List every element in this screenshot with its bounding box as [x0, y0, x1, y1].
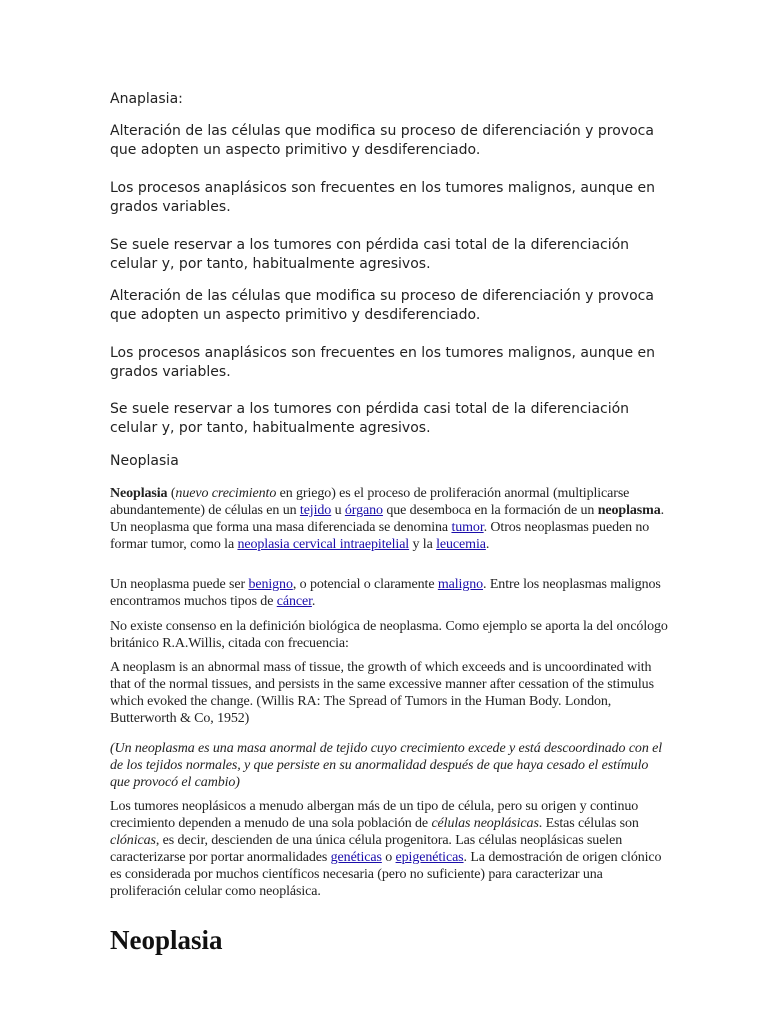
neoplasia-heading: Neoplasia	[110, 453, 179, 469]
text-run: . Otros neoplasmas pueden no formar tumor, como la	[110, 520, 650, 552]
text-run: . Entre los neoplasmas malignos encontramos muchos tipos de	[110, 577, 661, 609]
anaplasia-paragraph-1: Alteración de las células que modifica su proceso de diferenciación y provoca que adopten un aspecto primitivo y desdiferenciado.	[110, 123, 654, 158]
link-cancer[interactable]: cáncer	[276, 594, 312, 609]
neoplasia-big-title: Neoplasia	[110, 925, 223, 955]
link-maligno[interactable]: maligno	[437, 577, 484, 592]
link-epigeneticas[interactable]: epigenéticas	[395, 850, 464, 865]
text-run: Un neoplasma puede ser	[110, 577, 249, 592]
link-organo[interactable]: órgano	[344, 503, 383, 518]
text-run: . Estas células son	[538, 816, 639, 831]
text-run: , o potencial o claramente	[292, 577, 438, 592]
text-run: en griego) es el proceso de proliferación anormal (multiplicarse abundantemente) de células en un	[110, 486, 630, 518]
text-run: , es decir, descienden de una única célula progenitora. Las células neoplásicas suelen caracterizarse por portar anormalidades	[110, 833, 623, 865]
willis-quote-english: A neoplasm is an abnormal mass of tissue, the growth of which exceeds and is uncoordinated with that of the normal tissues, and persists in the same excessive manner after cessation of the stimulus which evoked the change. (Willis RA: The Spread of Tumors in the Human Body. London, Butterworth & Co, 1952)	[110, 660, 654, 726]
text-run: u	[331, 503, 345, 518]
text-run: . Un neoplasma que forma una masa diferenciada se denomina	[110, 503, 665, 535]
link-geneticas[interactable]: genéticas	[330, 850, 382, 865]
term-neoplasia: Neoplasia	[110, 486, 168, 501]
text-run: .	[311, 594, 316, 609]
link-leucemia[interactable]: leucemia	[436, 537, 486, 552]
anaplasia-paragraph-5: Los procesos anaplásicos son frecuentes en los tumores malignos, aunque en grados variables.	[110, 345, 655, 380]
anaplasia-paragraph-4: Alteración de las células que modifica su proceso de diferenciación y provoca que adopten un aspecto primitivo y desdiferenciado.	[110, 288, 654, 323]
text-run: .	[485, 537, 490, 552]
anaplasia-paragraph-3: Se suele reservar a los tumores con pérdida casi total de la diferenciación celular y, por tanto, habitualmente agresivos.	[110, 237, 630, 272]
text-run: Los tumores neoplásicos a menudo albergan más de un tipo de célula, pero su origen y continuo crecimiento dependen a menudo de una sola población de	[110, 799, 639, 831]
anaplasia-heading: Anaplasia:	[110, 91, 183, 107]
text-run: o	[381, 850, 396, 865]
link-benigno[interactable]: benigno	[248, 577, 293, 592]
anaplasia-paragraph-2: Los procesos anaplásicos son frecuentes en los tumores malignos, aunque en grados variables.	[110, 180, 655, 215]
willis-quote-spanish: (Un neoplasma es una masa anormal de tejido cuyo crecimiento excede y está descoordinado con el de los tejidos normales, y que persiste en su anormalidad después de que haya cesado el estímulo que provocó el cambio)	[110, 741, 663, 790]
neoplasia-definition	[110, 485, 670, 553]
term-celulas-neoplasicas: células neoplásicas	[431, 816, 539, 831]
text-run: (	[167, 486, 176, 501]
link-tejido[interactable]: tejido	[299, 503, 332, 518]
term-clonicas: clónicas	[110, 833, 156, 848]
link-neoplasia-cervical[interactable]: neoplasia cervical intraepitelial	[237, 537, 410, 552]
anaplasia-paragraph-6: Se suele reservar a los tumores con pérdida casi total de la diferenciación celular y, por tanto, habitualmente agresivos.	[110, 401, 630, 436]
clonal-paragraph	[110, 798, 670, 900]
link-tumor[interactable]: tumor	[451, 520, 484, 535]
text-run: y la	[409, 537, 437, 552]
text-run: que desemboca en la formación de un	[382, 503, 598, 518]
text-run: . La demostración de origen clónico es considerada por muchos científicos necesaria (pero no suficiente) para caracterizar una proliferación celular como neoplásica.	[110, 850, 662, 899]
consenso-paragraph: No existe consenso en la definición biológica de neoplasma. Como ejemplo se aporta la del oncólogo británico R.A.Willis, citada con frecuencia:	[110, 619, 668, 651]
gloss-nuevo-crecimiento: nuevo crecimiento	[175, 486, 277, 501]
neoplasm-types	[110, 576, 670, 610]
term-neoplasma: neoplasma	[597, 503, 661, 518]
